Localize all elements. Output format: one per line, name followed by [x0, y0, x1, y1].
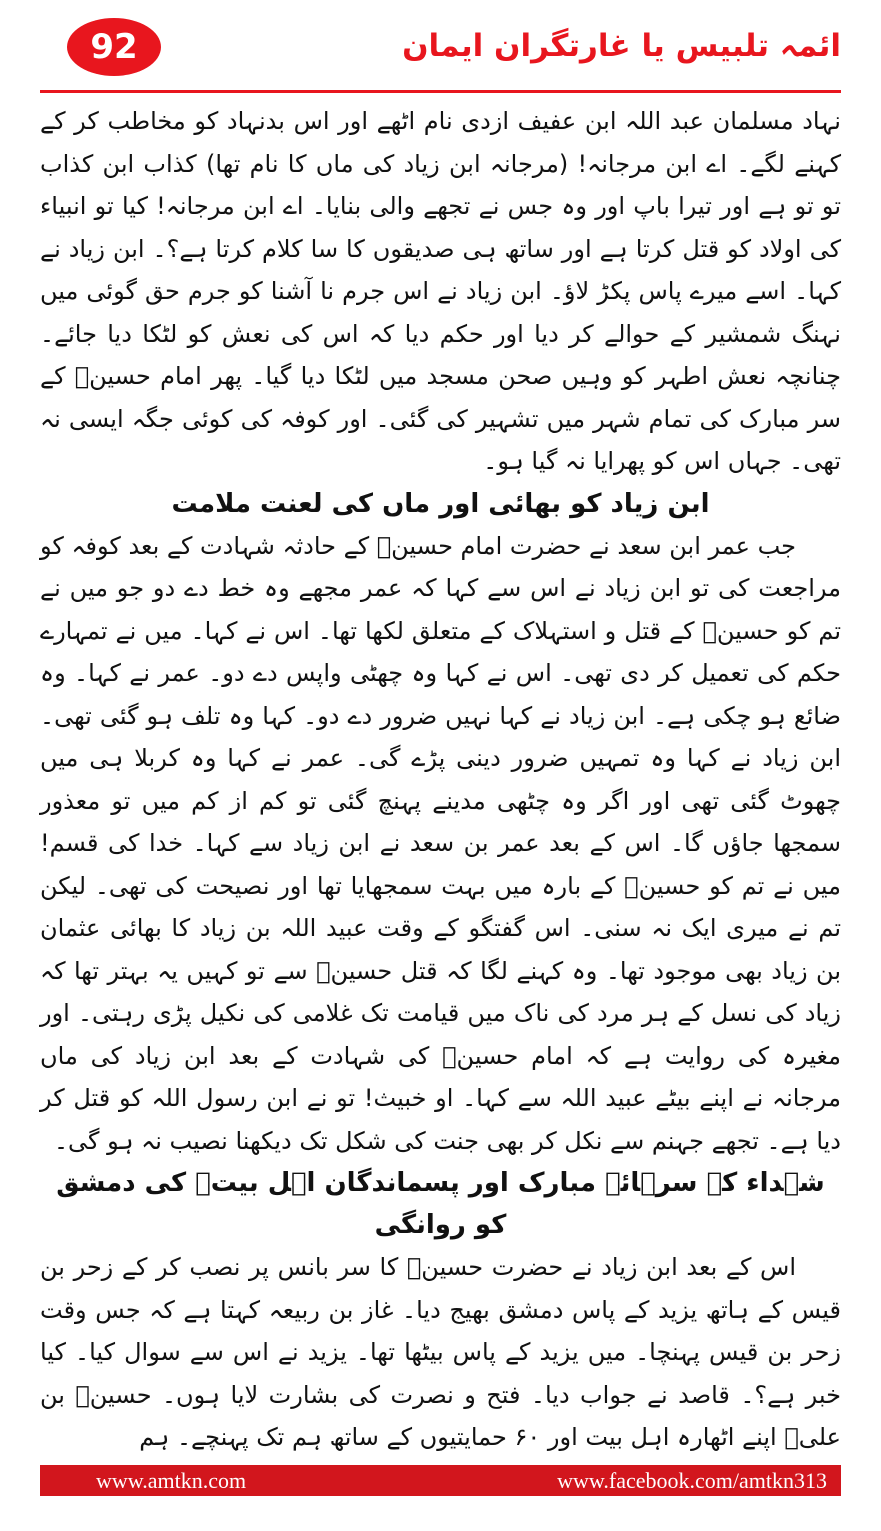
body-text	[40, 100, 841, 1459]
section-heading: شہداء کے سرہائے مبارک اور پسماندگان اہل بیتؓ کی دمشق کو روانگی	[56, 1168, 825, 1240]
facebook-link[interactable]: www.facebook.com/amtkn313	[557, 1468, 827, 1493]
paragraph: نہاد مسلمان عبد اللہ ابن عفیف ازدی نام اٹھے اور اس بدنہاد کو مخاطب کر کے کہنے لگے۔ اے ابن مرجانہ! (مرجانہ ابن زیاد کی ماں کا نام تھا) کذاب ابن کذاب تو تو ہے اور تیرا باپ اور وہ جس نے تجھے والی بنایا۔ اے ابن مرجانہ! کیا تو انبیاء کی اولاد کو قتل کرتا ہے اور ساتھ ہی صدیقوں کا سا کلام کرتا ہے؟۔ ابن زیاد نے کہا۔ اسے میرے پاس پکڑ لاؤ۔ ابن زیاد نے اس جرم نا آشنا کو جرم حق گوئی میں نہنگ شمشیر کے حوالے کر دیا اور حکم دیا کہ اس کی نعش کو لٹکا دیا جائے۔ چنانچہ نعش اطہر کو وہیں صحن مسجد میں لٹکا دیا گیا۔ پھر امام حسینؓ کے سر مبارک کی تمام شہر میں تشہیر کی گئی۔ اور کوفہ کی کوئی جگہ ایسی نہ تھی۔ جہاں اس کو پھرایا نہ گیا ہو۔	[40, 107, 841, 475]
running-title: ائمہ تلبیس یا غارتگران ایمان	[402, 28, 841, 64]
paragraph: اس کے بعد ابن زیاد نے حضرت حسینؓ کا سر بانس پر نصب کر کے زحر بن قیس کے ہاتھ یزید کے پاس دمشق بھیج دیا۔ غاز بن ربیعہ کہتا ہے کہ جس وقت زحر بن قیس پہنچا۔ میں یزید کے پاس بیٹھا تھا۔ یزید نے اس سے سوال کیا۔ کیا خبر ہے؟۔ قاصد نے جواب دیا۔ فتح و نصرت کی بشارت لایا ہوں۔ حسینؓ بن علیؓ اپنے اٹھارہ اہل بیت اور ۶۰ حمایتیوں کے ساتھ ہم تک پہنچے۔ ہم	[40, 1253, 841, 1451]
header-divider	[40, 90, 841, 93]
footer-bar	[40, 1465, 841, 1496]
paragraph: جب عمر ابن سعد نے حضرت امام حسینؓ کے حادثہ شہادت کے بعد کوفہ کو مراجعت کی تو ابن زیاد نے اس سے کہا کہ عمر مجھے وہ خط دے دو جو میں نے تم کو حسینؓ کے قتل و استہلاک کے متعلق لکھا تھا۔ اس نے کہا۔ میں نے تمہارے حکم کی تعمیل کر دی تھی۔ اس نے کہا وہ چھٹی واپس دے دو۔ عمر نے کہا۔ وہ ضائع ہو چکی ہے۔ ابن زیاد نے کہا نہیں ضرور دے دو۔ کہا وہ تلف ہو گئی تھی۔ ابن زیاد نے کہا وہ تمہیں ضرور دینی پڑے گی۔ عمر نے کہا وہ کربلا ہی میں چھوٹ گئی تھی اور اگر وہ چٹھی مدینے پہنچ گئی تو کم از کم میں تو معذور سمجھا جاؤں گا۔ اس کے بعد عمر بن سعد نے ابن زیاد سے کہا۔ خدا کی قسم! میں نے تم کو حسینؓ کے بارہ میں بہت سمجھایا تھا اور نصیحت کی تھی۔ لیکن تم نے میری ایک نہ سنی۔ اس گفتگو کے وقت عبید اللہ بن زیاد کا بھائی عثمان بن زیاد بھی موجود تھا۔ وہ کہنے لگا کہ قتل حسینؓ سے تو کہیں یہ بہتر تھا کہ زیاد کی نسل کے ہر مرد کی ناک میں قیامت تک غلامی کی نکیل پڑی رہتی۔ اور مغیرہ کی روایت ہے کہ امام حسینؓ کی شہادت کے بعد ابن زیاد کی ماں مرجانہ نے اپنے بیٹے عبید اللہ سے کہا۔ او خبیث! تو نے ابن رسول اللہ کو قتل کر دیا ہے۔ تجھے جہنم سے نکل کر بھی جنت کی شکل تک دیکھنا نصیب نہ ہو گی۔	[40, 531, 841, 1155]
section-heading: ابن زیاد کو بھائی اور ماں کی لعنت ملامت	[171, 488, 710, 519]
page-number-badge: 92	[67, 18, 161, 76]
website-link[interactable]: www.amtkn.com	[96, 1468, 247, 1493]
